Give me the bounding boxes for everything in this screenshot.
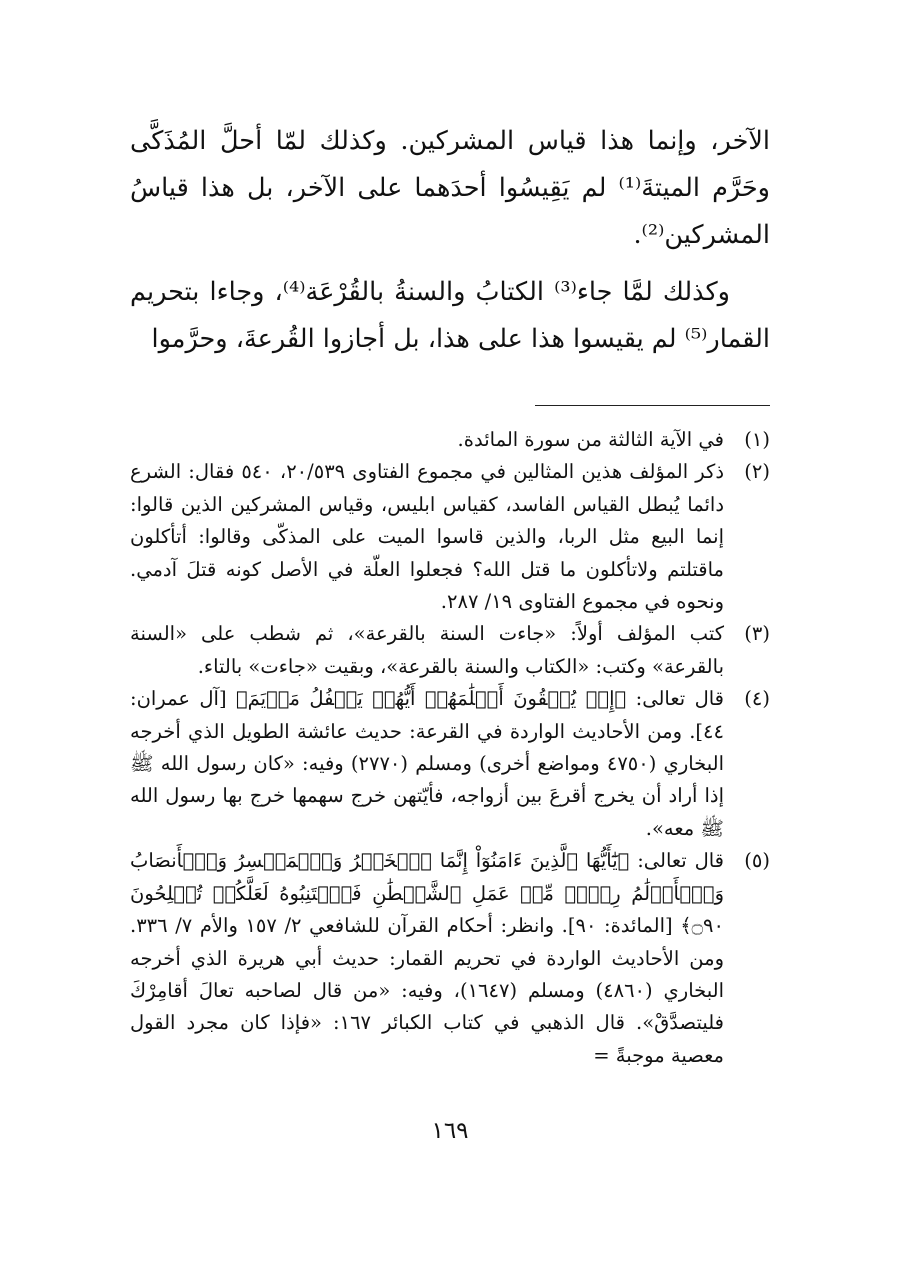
- footnote-divider: [535, 405, 770, 406]
- footnote-3: [130, 618, 770, 683]
- footnote-2: [130, 456, 770, 618]
- page-content: [130, 118, 770, 1072]
- footnote-4: [130, 683, 770, 845]
- footnotes: [130, 424, 770, 1072]
- footnote-number: (٤): [744, 687, 770, 711]
- main-text: [130, 118, 770, 363]
- body-paragraph-1: الآخر، وإنما هذا قياس المشركين. وكذلك لمّا أحلَّ المُذَكَّى وحَرَّم الميتةَ⁽¹⁾ لم يَقِيسُوا أحدَهما على الآخر، بل هذا قياسُ المشركين⁽²⁾.: [130, 126, 770, 250]
- footnote-text: في الآية الثالثة من سورة المائدة.: [457, 428, 724, 451]
- footnote-text: كتب المؤلف أولاً: «جاءت السنة بالقرعة»، ثم شطب على «السنة بالقرعة» وكتب: «الكتاب والسنة بالقرعة»، وبقيت «جاءت» بالتاء.: [130, 622, 724, 678]
- footnote-number: (٢): [744, 460, 770, 484]
- footnote-5: [130, 845, 770, 1072]
- footnote-text: ذكر المؤلف هذين المثالين في مجموع الفتاوى ٢٠/٥٣٩، ٥٤٠ فقال: الشرع دائما يُبطل القياس الفاسد، كقياس ابليس، وقياس المشركين الذين قالوا: إنما البيع مثل الربا، والذين قاسوا الميت على المذكّى وقالوا: أتأكلون ماقتلتم ولاتأكلون ما قتل الله؟ فجعلوا العلّة في الأصل كونه قتلَ آدمي. ونحوه في مجموع الفتاوى ١٩/ ٢٨٧.: [130, 460, 725, 614]
- footnote-text: قال تعالى: ﴿يَٰٓأَيُّهَا ٱلَّذِينَ ءَامَنُوٓاْ إِنَّمَا ٱلۡخَمۡرُ وَٱلۡمَيۡسِرُ وَٱلۡأَنصَابُ وَٱلۡأَزۡلَٰمُ رِجۡسٞ مِّنۡ عَمَلِ ٱلشَّيۡطَٰنِ فَٱجۡتَنِبُوهُ لَعَلَّكُمۡ تُفۡلِحُونَ ۝٩٠﴾ [المائدة: ٩٠]. وانظر: أحكام القرآن للشافعي ٢/ ١٥٧ والأم ٧/ ٣٣٦. ومن الأحاديث الواردة في تحريم القمار: حديث أبي هريرة الذي أخرجه البخاري (٤٨٦٠) ومسلم (١٦٤٧)، وفيه: «من قال لصاحبه تعالَ أقامِرْكَ فليتصدَّقْ». قال الذهبي في كتاب الكبائر ١٦٧: «فإذا كان مجرد القول معصية موجبةً =: [130, 849, 724, 1067]
- footnote-1: [130, 424, 770, 456]
- footnote-number: (١): [744, 428, 770, 451]
- footnote-number: (٣): [744, 622, 770, 646]
- body-paragraph-2: وكذلك لمَّا جاء⁽³⁾ الكتابُ والسنةُ بالقُرْعَة⁽⁴⁾، وجاءا بتحريم القمار⁽⁵⁾ لم يقيسوا هذا على هذا، بل أجازوا القُرعةَ، وحرَّموا: [130, 277, 770, 354]
- footnote-text: قال تعالى: ﴿إِذۡ يُلۡقُونَ أَقۡلَٰمَهُمۡ أَيُّهُمۡ يَكۡفُلُ مَرۡيَمَ﴾ [آل عمران: ٤٤]. ومن الأحاديث الواردة في القرعة: حديث عائشة الطويل الذي أخرجه البخاري (٤٧٥٠ ومواضع أخرى) ومسلم (٢٧٧٠) وفيه: «كان رسول الله ﷺ إذا أراد أن يخرج أقرعَ بين أزواجه، فأيّتهن خرج سهمها خرج بها رسول الله ﷺ معه».: [130, 687, 725, 840]
- footnote-number: (٥): [744, 849, 770, 873]
- page-number: ١٦٩: [431, 1118, 469, 1144]
